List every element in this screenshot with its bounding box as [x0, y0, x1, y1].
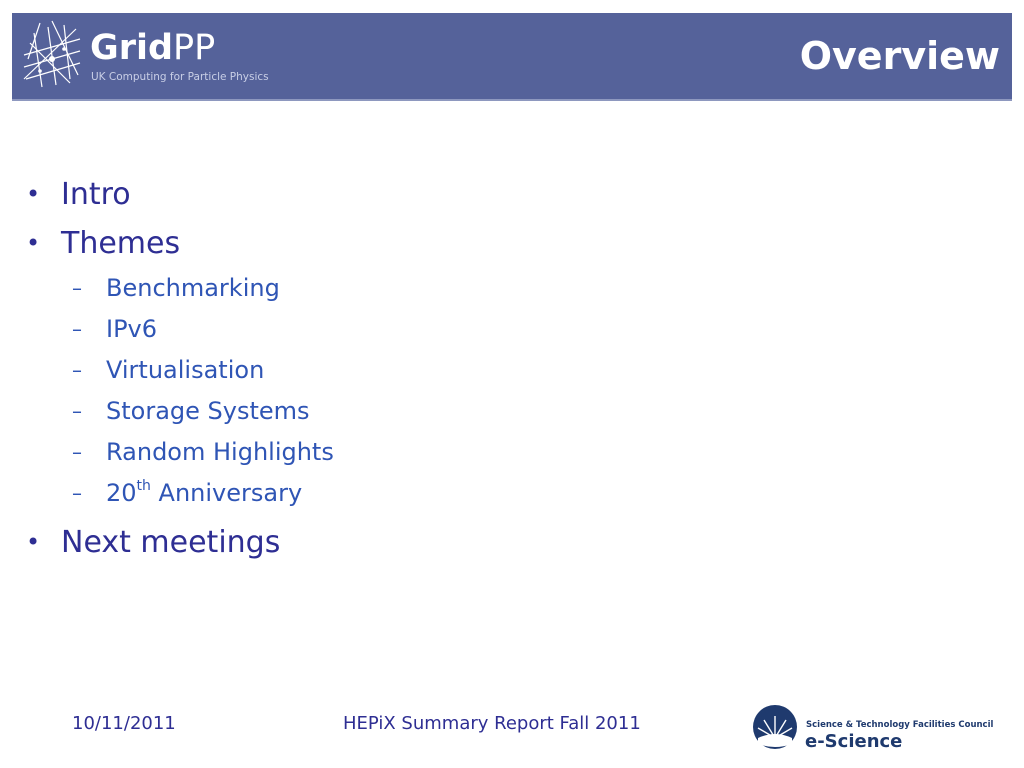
slide-header	[12, 13, 1012, 101]
sub-item-label-superscript: th	[136, 478, 151, 494]
bullet-label: Themes	[61, 226, 181, 261]
footer-date: 10/11/2011	[72, 713, 176, 734]
bullet-item-intro	[0, 170, 1024, 219]
dash-glyph: –	[72, 276, 82, 300]
sub-item-label: IPv6	[106, 315, 158, 343]
dash-glyph: –	[72, 440, 82, 464]
bullet-label: Next meetings	[61, 525, 281, 560]
sub-item-storage-systems	[0, 391, 1024, 432]
stfc-escience-logo	[752, 704, 994, 754]
sub-item-label-rest: Anniversary	[150, 479, 303, 507]
slide-title: Overview	[799, 34, 1000, 78]
sub-item-label: Virtualisation	[106, 356, 265, 384]
sub-item-20th-anniversary	[0, 473, 1024, 514]
footer-title: HEPiX Summary Report Fall 2011	[343, 713, 641, 734]
dash-glyph: –	[72, 481, 82, 505]
logo-word-pp: PP	[173, 28, 216, 68]
bullet-glyph: •	[26, 180, 41, 208]
bullet-label: Intro	[61, 177, 131, 212]
dash-glyph: –	[72, 317, 82, 341]
stfc-council-name: Science & Technology Facilities Council	[806, 720, 994, 730]
sub-item-label: Storage Systems	[106, 397, 310, 425]
sub-item-label-base: 20	[106, 479, 137, 507]
sub-item-benchmarking	[0, 268, 1024, 309]
stfc-unit-name: e-Science	[805, 731, 903, 752]
stfc-emblem-icon	[752, 704, 798, 750]
sub-item-virtualisation	[0, 350, 1024, 391]
bullet-item-themes	[0, 219, 1024, 268]
dash-glyph: –	[72, 358, 82, 382]
bullet-item-next-meetings	[0, 518, 1024, 567]
sub-item-random-highlights	[0, 432, 1024, 473]
logo-tagline: UK Computing for Particle Physics	[91, 71, 269, 83]
bullet-list	[0, 170, 1024, 567]
sub-item-label: Random Highlights	[106, 438, 334, 466]
bullet-glyph: •	[26, 528, 41, 556]
gridpp-logo-wordmark	[90, 28, 216, 68]
bullet-glyph: •	[26, 229, 41, 257]
logo-word-grid: Grid	[90, 28, 174, 68]
sub-item-ipv6	[0, 309, 1024, 350]
sub-item-label: Benchmarking	[106, 274, 280, 302]
gridpp-globe-icon	[20, 19, 84, 91]
dash-glyph: –	[72, 399, 82, 423]
